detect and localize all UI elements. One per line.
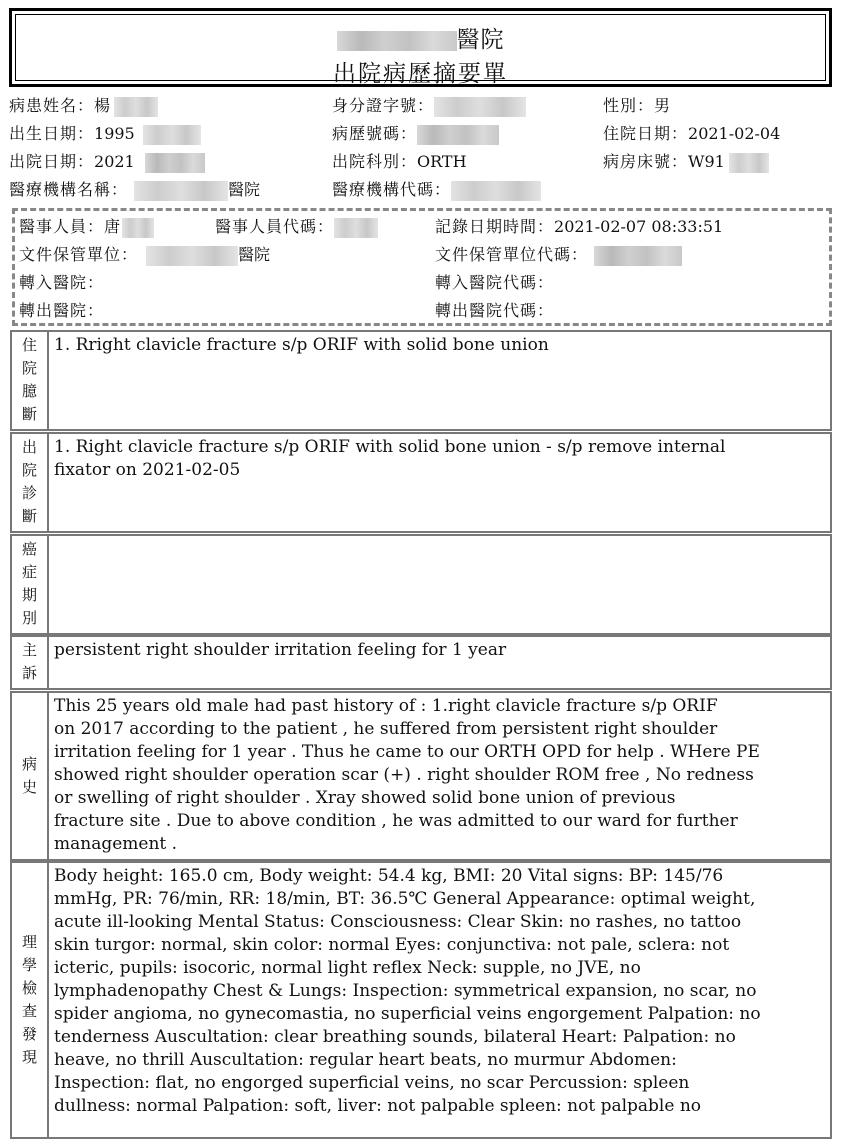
info-row-2 — [9, 120, 838, 148]
record-row-2 — [15, 241, 829, 269]
staff-code: 醫事人員代碼： — [215, 213, 378, 241]
org-code: 醫療機構代碼： — [332, 176, 541, 204]
hospital-name — [12, 21, 829, 54]
redacted-bed — [729, 153, 769, 173]
info-row-1 — [9, 92, 838, 120]
redacted-name — [114, 97, 158, 117]
discharge-summary-page — [9, 6, 838, 1139]
physical-exam-text: Body height: 165.0 cm, Body weight: 54.4 kg, BMI: 20 Vital signs: BP: 145/76 mmHg, PR: 76/min, RR: 18/min, BT: 36.5℃ General Appearance: optimal weight, acute ill-looking Mental Status: Consciousness: Clear Skin: no rashes, no tattoo skin turgor: normal, skin color: normal Eyes: conjunctiva: not pale, sclera: not icteric, pupils: isocoric, normal light reflex Neck: supple, no JVE, no lymphadenopathy Chest & Lungs: Inspection: symmetrical expansion, no scar, no spider angioma, no gynecomastia, no superficial veins engorgement Palpation: no tenderness Auscultation: clear breathing sounds, bilateral Heart: Palpation: no heave, no thrill Auscultation: regular heart beats, no murmur Abdomen: Inspection: flat, no engorged superficial veins, no scar Percussion: spleen dullness: normal Palpation: soft, liver: not palpable spleen: not palpable no — [54, 866, 761, 1116]
redacted-custody-unit — [146, 246, 238, 266]
custody-code: 文件保管單位代碼： — [435, 241, 682, 269]
form-title: 出院病歷摘要單 — [333, 61, 508, 87]
section-discharge-diagnosis — [10, 432, 832, 533]
org-name: 醫療機構名稱： 醫院 — [9, 180, 261, 199]
patient-sex: 性別：男 — [603, 96, 671, 115]
chart-number: 病歷號碼： — [332, 120, 499, 148]
redacted-dob — [143, 125, 201, 145]
info-row-4 — [9, 176, 838, 204]
transfer-in: 轉入醫院： — [19, 273, 105, 292]
discharge-date: 出院日期：2021 — [9, 148, 205, 176]
custody-unit: 文件保管單位： 醫院 — [19, 245, 271, 264]
transfer-out-code: 轉出醫院代碼： — [435, 301, 555, 320]
patient-name: 病患姓名：楊 — [9, 92, 158, 120]
section-label: 病 史 — [12, 693, 49, 859]
redacted-id — [434, 97, 526, 117]
redacted-chart-number — [417, 125, 499, 145]
discharge-dept: 出院科別：ORTH — [332, 152, 467, 171]
section-label: 住 院 臆 斷 — [12, 332, 49, 429]
section-label: 主 訴 — [12, 637, 49, 688]
record-row-1 — [15, 213, 829, 241]
redacted-hospital-name — [337, 31, 457, 51]
redacted-org-code — [451, 181, 541, 201]
section-physical-exam — [10, 861, 832, 1139]
patient-id: 身分證字號： — [332, 92, 526, 120]
section-label: 理 學 檢 查 發 現 — [12, 863, 49, 1137]
title-box — [9, 8, 832, 87]
history-text: This 25 years old male had past history of : 1.right clavicle fracture s/p ORIF on 2017 according to the patient , he suffered from persistent right shoulder irritation feeling for 1 year . Thus he came to our ORTH OPD for help . WHere PE showed right shoulder operation scar (+) . right shoulder ROM free , No redness or swelling of right shoulder . Xray showed solid bone union of previous fracture site . Due to above condition , he was admitted to our ward for further management . — [54, 696, 760, 854]
record-time: 記錄日期時間：2021-02-07 08:33:51 — [435, 217, 724, 236]
redacted-discharge-date — [145, 153, 205, 173]
info-row-3 — [9, 148, 838, 176]
redacted-org-name — [134, 181, 228, 201]
record-row-4 — [15, 297, 829, 325]
section-label: 出 院 診 斷 — [12, 434, 49, 531]
redacted-custody-code — [594, 246, 682, 266]
record-info-box — [12, 208, 832, 326]
staff: 醫事人員：唐 — [19, 213, 154, 241]
section-cancer-stage — [10, 534, 832, 635]
redacted-staff — [122, 218, 154, 238]
redacted-staff-code — [334, 218, 378, 238]
bed-number: 病房床號：W91 — [603, 148, 769, 176]
patient-dob: 出生日期：1995 — [9, 120, 201, 148]
transfer-in-code: 轉入醫院代碼： — [435, 273, 555, 292]
admit-date: 住院日期：2021-02-04 — [603, 124, 781, 143]
section-chief-complaint — [10, 635, 832, 690]
record-row-3 — [15, 269, 829, 297]
section-history — [10, 691, 832, 861]
chief-complaint-text: persistent right shoulder irritation feeling for 1 year — [54, 640, 507, 660]
hospital-suffix: 醫院 — [456, 27, 505, 53]
admit-diagnosis-text: 1. Rright clavicle fracture s/p ORIF with solid bone union — [54, 335, 549, 355]
section-label: 癌 症 期 別 — [12, 536, 49, 633]
transfer-out: 轉出醫院： — [19, 301, 105, 320]
section-admit-diagnosis — [10, 330, 832, 431]
discharge-diagnosis-text: 1. Right clavicle fracture s/p ORIF with solid bone union - s/p remove internal fixator on 2021-02-05 — [54, 437, 726, 480]
